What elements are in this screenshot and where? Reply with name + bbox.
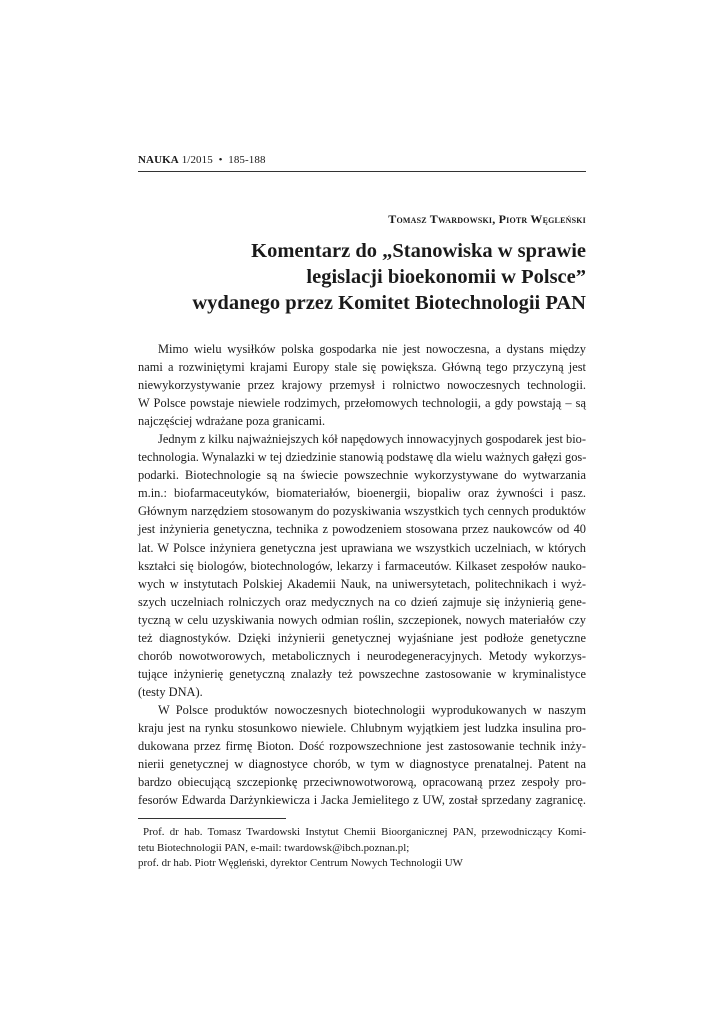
title-line: Komentarz do „Stanowiska w sprawie bbox=[251, 240, 586, 262]
body-line: kraju jest na rynku stosunkowo niewiele. Chlubnym wyjątkiem jest ludzka insulina pro- bbox=[138, 720, 586, 735]
header-separator: • bbox=[218, 154, 223, 166]
article-authors: Tomasz Twardowski, Piotr Węgleński bbox=[388, 212, 586, 226]
title-line: wydanego przez Komitet Biotechnologii PAN bbox=[192, 292, 586, 314]
body-line: wych w instytutach Polskiej Akademii Nauk, na uniwersytetach, politechnikach i wyż- bbox=[138, 576, 586, 591]
journal-name: NAUKA bbox=[138, 154, 179, 166]
footnote-line: prof. dr hab. Piotr Węgleński, dyrektor Centrum Nowych Technologii UW bbox=[138, 857, 463, 870]
body-line: podarki. Biotechnologie są na świecie powszechnie wykorzystywane do wytwarzania bbox=[138, 468, 586, 483]
body-line: Jednym z kilku najważniejszych kół napędowych innowacyjnych gospodarek jest bio- bbox=[158, 432, 586, 447]
journal-issue: 1/2015 bbox=[181, 154, 213, 166]
body-line: m.in.: biofarmaceutyków, biomateriałów, bioenergii, biopaliw oraz żywności i pasz. bbox=[138, 486, 586, 501]
body-line: technologia. Wynalazki w tej dziedzinie stanowią podstawę dla wielu ważnych gałęzi gos- bbox=[138, 450, 587, 465]
body-line: niewykorzystywanie przez krajowy przemysł i rolnictwo nowoczesnych technologii. bbox=[138, 378, 586, 393]
body-line: też diagnostyków. Dzięki inżynierii genetycznej wyjaśniane jest podłoże genetyczne bbox=[138, 630, 586, 645]
body-line: nami a rozwiniętymi krajami Europy stale się powiększa. Główną tego przyczyną jest bbox=[138, 360, 586, 375]
running-header bbox=[138, 154, 266, 166]
body-line: lat. W Polsce inżyniera genetyczna jest uprawiana we wszystkich uczelniach, w których bbox=[138, 540, 586, 555]
body-line: najczęściej wdrażane poza granicami. bbox=[138, 414, 326, 429]
body-line: (testy DNA). bbox=[138, 684, 203, 699]
header-rule bbox=[138, 171, 586, 172]
page-range: 185-188 bbox=[228, 154, 266, 166]
body-line: chorób nowotworowych, metabolicznych i neurodegeneracyjnych. Metody wykorzys- bbox=[138, 648, 586, 663]
article-body bbox=[138, 340, 586, 809]
body-line: Mimo wielu wysiłków polska gospodarka nie jest nowoczesna, a dystans między bbox=[158, 342, 586, 356]
body-line: jest inżynieria genetyczna, technika z powodzeniem stosowana przez naukowców od 40 bbox=[138, 522, 586, 537]
body-line: kształci się biologów, biotechnologów, lekarzy i farmaceutów. Kilkaset zespołów nauko- bbox=[138, 558, 586, 573]
body-line: dukowana przez firmę Bioton. Dość rozpowszechnione jest zastosowanie technik inży- bbox=[138, 739, 586, 754]
body-line: fesorów Edwarda Darżynkiewicza i Jacka Jemielitego z UW, został sprzedany zagranicę. bbox=[138, 793, 586, 808]
body-line: W Polsce produktów nowoczesnych biotechnologii wyprodukowanych w naszym bbox=[158, 702, 586, 717]
body-line: szych uczelniach rolniczych oraz medycznych na co dzień zajmuje się inżynierią gene- bbox=[138, 594, 586, 609]
footnote-rule bbox=[138, 818, 286, 819]
body-line: nierii genetycznej w diagnostyce chorób, w tym w diagnostyce prenatalnej. Patent na bbox=[138, 757, 586, 772]
footnotes bbox=[138, 825, 586, 872]
body-line: tyczną w celu uzyskiwania nowych odmian roślin, szczepionek, nowych materiałów czy bbox=[138, 612, 586, 627]
body-line: Głównym narzędziem stosowanym do pozyskiwania wszystkich tych cennych produktów bbox=[138, 504, 586, 519]
article-title bbox=[126, 238, 586, 316]
footnote-line: tetu Biotechnologii PAN, e-mail: twardowsk@ibch.poznan.pl; bbox=[138, 841, 410, 854]
body-line: W Polsce powstaje niewiele rodzimych, przełomowych technologii, a gdy powstają – są bbox=[138, 396, 586, 411]
footnote-line: Prof. dr hab. Tomasz Twardowski Instytut Chemii Bioorganicznej PAN, przewodniczący Komi- bbox=[143, 826, 586, 838]
body-line: bardzo obiecującą szczepionkę przeciwnowotworową, opracowaną przez zespoły pro- bbox=[138, 775, 586, 790]
body-line: tujące inżynierię genetyczną znalazły też powszechne zastosowanie w kryminalistyce bbox=[138, 666, 586, 681]
title-line: legislacji bioekonomii w Polsce” bbox=[306, 266, 586, 288]
